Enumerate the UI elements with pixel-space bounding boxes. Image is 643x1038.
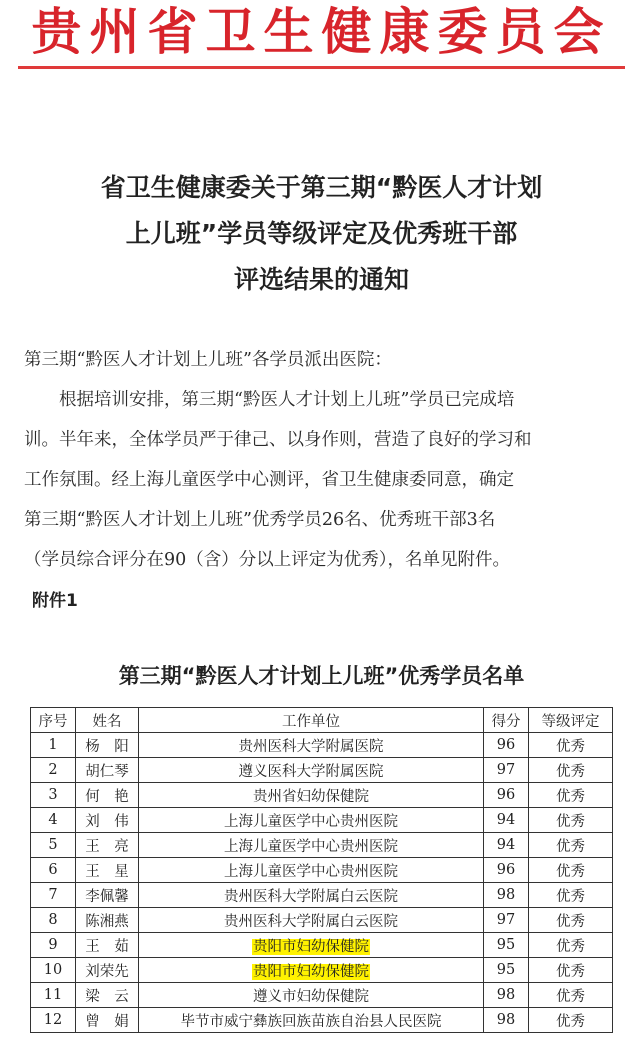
row-unit: 上海儿童医学中心贵州医院 xyxy=(139,858,484,883)
row-no: 5 xyxy=(31,833,76,858)
row-score: 97 xyxy=(484,908,529,933)
row-grade: 优秀 xyxy=(529,808,613,833)
table-header-row xyxy=(31,708,613,733)
row-score: 97 xyxy=(484,758,529,783)
header-no: 序号 xyxy=(31,708,76,733)
body-line-5: （学员综合评分在90（含）分以上评定为优秀），名单见附件。 xyxy=(24,550,511,570)
table-title: 第三期“黔医人才计划上儿班”优秀学员名单 xyxy=(118,664,525,688)
document-title-line-2: 上儿班”学员等级评定及优秀班干部 xyxy=(125,219,518,248)
row-grade: 优秀 xyxy=(529,1008,613,1033)
table-row xyxy=(31,758,613,783)
row-no: 12 xyxy=(31,1008,76,1033)
body-line-3: 工作氛围。经上海儿童医学中心测评，省卫生健康委同意，确定 xyxy=(24,470,514,490)
highlighted-unit: 贵阳市妇幼保健院 xyxy=(253,963,369,980)
row-grade: 优秀 xyxy=(529,883,613,908)
row-unit xyxy=(139,958,484,983)
row-name: 王 亮 xyxy=(76,833,139,858)
row-score: 95 xyxy=(484,958,529,983)
row-name: 刘 伟 xyxy=(76,808,139,833)
row-score: 98 xyxy=(484,883,529,908)
header-name: 姓名 xyxy=(76,708,139,733)
row-name: 刘荣先 xyxy=(76,958,139,983)
table-row xyxy=(31,858,613,883)
row-unit: 贵州医科大学附属白云医院 xyxy=(139,883,484,908)
table-row xyxy=(31,883,613,908)
row-no: 8 xyxy=(31,908,76,933)
row-unit: 遵义市妇幼保健院 xyxy=(139,983,484,1008)
document-title-line-1: 省卫生健康委关于第三期“黔医人才计划 xyxy=(100,173,543,202)
row-score: 94 xyxy=(484,808,529,833)
row-score: 98 xyxy=(484,1008,529,1033)
row-grade: 优秀 xyxy=(529,733,613,758)
row-name: 王 茹 xyxy=(76,933,139,958)
row-name: 曾 娟 xyxy=(76,1008,139,1033)
table-row xyxy=(31,933,613,958)
red-divider-line xyxy=(18,66,625,69)
row-unit: 遵义医科大学附属医院 xyxy=(139,758,484,783)
attachment-label: 附件1 xyxy=(32,591,78,611)
row-score: 98 xyxy=(484,983,529,1008)
row-name: 杨 阳 xyxy=(76,733,139,758)
table-row xyxy=(31,833,613,858)
row-no: 11 xyxy=(31,983,76,1008)
row-grade: 优秀 xyxy=(529,983,613,1008)
masthead xyxy=(0,0,643,60)
row-grade: 优秀 xyxy=(529,908,613,933)
row-name: 李佩馨 xyxy=(76,883,139,908)
table-row xyxy=(31,958,613,983)
table-row xyxy=(31,733,613,758)
table-row xyxy=(31,808,613,833)
row-unit: 毕节市威宁彝族回族苗族自治县人民医院 xyxy=(139,1008,484,1033)
row-name: 梁 云 xyxy=(76,983,139,1008)
row-no: 4 xyxy=(31,808,76,833)
row-grade: 优秀 xyxy=(529,758,613,783)
row-grade: 优秀 xyxy=(529,858,613,883)
body-line-4: 第三期“黔医人才计划上儿班”优秀学员26名、优秀班干部3名 xyxy=(24,510,496,530)
row-unit: 贵州省妇幼保健院 xyxy=(139,783,484,808)
table-row xyxy=(31,908,613,933)
body-line-1: 根据培训安排，第三期“黔医人才计划上儿班”学员已完成培 xyxy=(24,390,515,410)
table-row xyxy=(31,983,613,1008)
row-score: 94 xyxy=(484,833,529,858)
row-name: 陈湘燕 xyxy=(76,908,139,933)
row-name: 何 艳 xyxy=(76,783,139,808)
row-no: 7 xyxy=(31,883,76,908)
row-score: 96 xyxy=(484,733,529,758)
table-row xyxy=(31,1008,613,1033)
row-unit: 上海儿童医学中心贵州医院 xyxy=(139,808,484,833)
row-grade: 优秀 xyxy=(529,933,613,958)
row-no: 1 xyxy=(31,733,76,758)
row-score: 95 xyxy=(484,933,529,958)
row-no: 10 xyxy=(31,958,76,983)
row-grade: 优秀 xyxy=(529,783,613,808)
header-score: 得分 xyxy=(484,708,529,733)
row-unit: 贵州医科大学附属医院 xyxy=(139,733,484,758)
salutation: 第三期“黔医人才计划上儿班”各学员派出医院： xyxy=(24,350,392,370)
row-score: 96 xyxy=(484,858,529,883)
masthead-title: 贵州省卫生健康委员会 xyxy=(31,3,612,61)
row-unit: 贵州医科大学附属白云医院 xyxy=(139,908,484,933)
row-unit: 上海儿童医学中心贵州医院 xyxy=(139,833,484,858)
row-no: 2 xyxy=(31,758,76,783)
row-grade: 优秀 xyxy=(529,958,613,983)
header-grade: 等级评定 xyxy=(529,708,613,733)
highlighted-unit: 贵阳市妇幼保健院 xyxy=(253,938,369,955)
row-name: 王 星 xyxy=(76,858,139,883)
row-grade: 优秀 xyxy=(529,833,613,858)
row-name: 胡仁琴 xyxy=(76,758,139,783)
row-score: 96 xyxy=(484,783,529,808)
row-no: 3 xyxy=(31,783,76,808)
row-no: 9 xyxy=(31,933,76,958)
row-no: 6 xyxy=(31,858,76,883)
document-title-line-3: 评选结果的通知 xyxy=(233,265,409,294)
row-unit xyxy=(139,933,484,958)
header-unit: 工作单位 xyxy=(139,708,484,733)
body-line-2: 训。半年来，全体学员严于律己、以身作则，营造了良好的学习和 xyxy=(24,430,532,450)
excellent-trainees-table xyxy=(30,707,613,1033)
table-row xyxy=(31,783,613,808)
